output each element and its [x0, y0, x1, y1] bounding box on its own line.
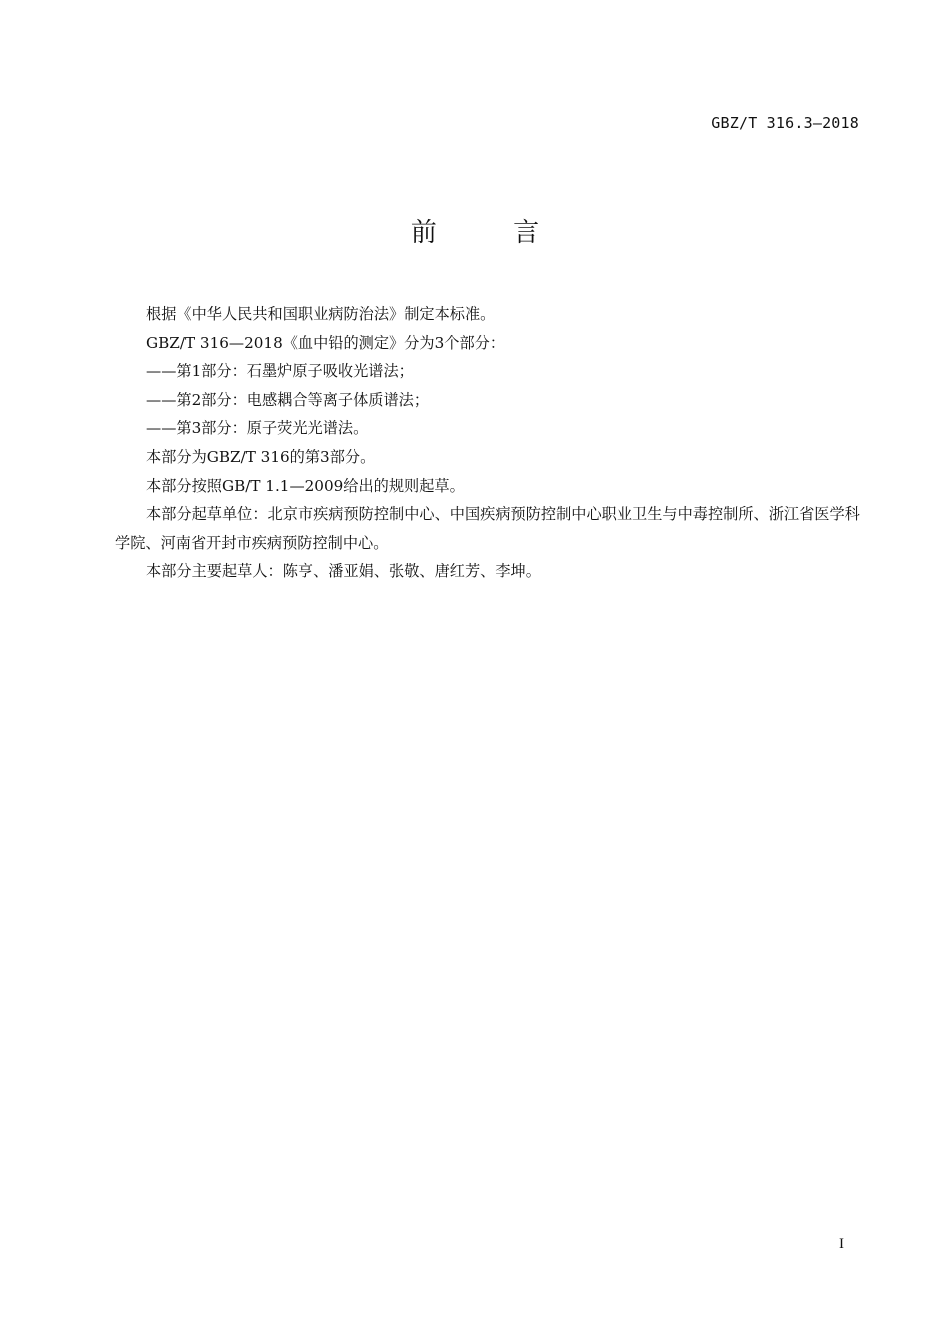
- list-item-part-3: ——第3部分：原子荧光光谱法。: [146, 419, 369, 438]
- page-title: 前 言: [410, 218, 574, 248]
- foreword-body: [115, 300, 861, 586]
- paragraph-structure: GBZ/T 316—2018《血中铅的测定》分为3个部分：: [146, 333, 506, 352]
- list-item-part-2: ——第2部分：电感耦合等离子体质谱法；: [146, 390, 430, 409]
- paragraph-drafters: 本部分主要起草人：陈亨、潘亚娟、张敬、唐红芳、李坤。: [146, 562, 541, 581]
- list-item-part-1: ——第1部分：石墨炉原子吸收光谱法；: [146, 362, 414, 381]
- paragraph-drafting-rules: 本部分按照GB/T 1.1—2009给出的规则起草。: [146, 476, 465, 495]
- page-number: I: [839, 1236, 844, 1252]
- standard-code: GBZ/T 316.3—2018: [711, 114, 859, 132]
- paragraph-legal-basis: 根据《中华人民共和国职业病防治法》制定本标准。: [146, 305, 496, 323]
- paragraph-this-part: 本部分为GBZ/T 316的第3部分。: [146, 447, 376, 466]
- paragraph-drafting-units: 本部分起草单位：北京市疾病预防控制中心、中国疾病预防控制中心职业卫生与中毒控制所、浙江省医学科学院、河南省开封市疾病预防控制中心。: [115, 505, 860, 552]
